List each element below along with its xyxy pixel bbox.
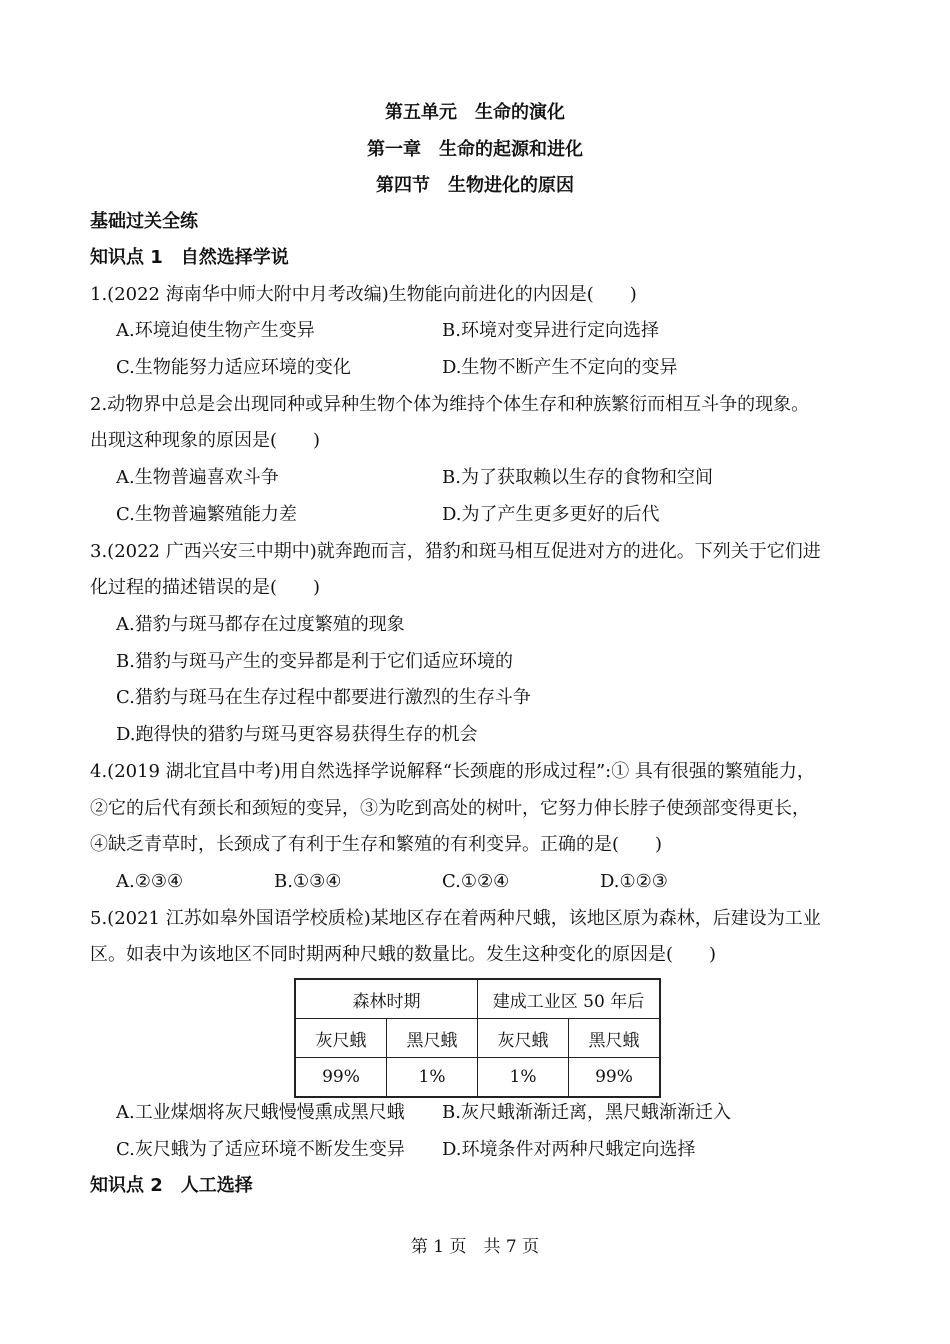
table-row: [295, 1058, 660, 1098]
question-2-option-b: B.为了获取赖以生存的食物和空间: [442, 467, 713, 488]
practice-heading: 基础过关全练: [90, 211, 198, 232]
question-1-option-b: B.环境对变异进行定向选择: [442, 320, 659, 341]
question-5-option-b: B.灰尺蛾渐渐迁离，黑尺蛾渐渐迁入: [442, 1102, 731, 1123]
question-5-option-c: C.灰尺蛾为了适应环境不断发生变异: [116, 1139, 405, 1160]
question-4-option-c: C.①②④: [442, 871, 510, 892]
question-2-option-d: D.为了产生更多更好的后代: [442, 504, 660, 525]
question-1-option-d: D.生物不断产生不定向的变异: [442, 357, 678, 378]
question-1-stem: 1.(2022 海南华中师大附中月考改编)生物能向前进化的内因是( ): [90, 284, 637, 305]
question-3-option-b: B.猎豹与斑马产生的变异都是利于它们适应环境的: [116, 651, 513, 672]
table-cell: 99%: [295, 1058, 387, 1098]
question-3-stem-line1: 3.(2022 广西兴安三中期中)就奔跑而言，猎豹和斑马相互促进对方的进化。下列关于它们进: [90, 541, 821, 562]
table-cell: 99%: [569, 1058, 661, 1098]
question-3-stem-line2: 化过程的描述错误的是( ): [90, 577, 321, 598]
question-3-option-c: C.猎豹与斑马在生存过程中都要进行激烈的生存斗争: [116, 687, 531, 708]
moth-ratio-table: [294, 978, 661, 1098]
table-cell: 1%: [387, 1058, 478, 1098]
table-cell: 黑尺蛾: [569, 1019, 661, 1058]
question-5-option-d: D.环境条件对两种尺蛾定向选择: [442, 1139, 696, 1160]
question-2-stem-line2: 出现这种现象的原因是( ): [90, 430, 321, 451]
table-row: [295, 1019, 660, 1058]
question-2-option-c: C.生物普遍繁殖能力差: [116, 504, 297, 525]
question-1-option-a: A.环境迫使生物产生变异: [116, 320, 315, 341]
question-4-option-a: A.②③④: [116, 871, 184, 892]
table-cell: 灰尺蛾: [478, 1019, 569, 1058]
question-5-option-a: A.工业煤烟将灰尺蛾慢慢熏成黑尺蛾: [116, 1102, 405, 1123]
question-2-stem-line1: 2.动物界中总是会出现同种或异种生物个体为维持个体生存和种族繁衍而相互斗争的现象。: [90, 394, 810, 415]
chapter-title: 第一章 生命的起源和进化: [367, 139, 583, 160]
page-footer: 第 1 页 共 7 页: [410, 1237, 540, 1257]
question-4-stem-line1: 4.(2019 湖北宜昌中考)用自然选择学说解释“长颈鹿的形成过程”:① 具有很强的繁殖能力，: [90, 761, 815, 782]
question-3-option-d: D.跑得快的猎豹与斑马更容易获得生存的机会: [116, 724, 478, 745]
question-4-option-d: D.①②③: [600, 871, 668, 892]
question-1-option-c: C.生物能努力适应环境的变化: [116, 357, 351, 378]
knowledge-point-1: 知识点 1 自然选择学说: [90, 247, 289, 268]
table-row: [295, 979, 660, 1019]
question-4-option-b: B.①③④: [274, 871, 342, 892]
question-3-option-a: A.猎豹与斑马都存在过度繁殖的现象: [116, 614, 405, 635]
knowledge-point-2: 知识点 2 人工选择: [90, 1175, 253, 1196]
unit-title: 第五单元 生命的演化: [385, 102, 565, 123]
table-cell: 黑尺蛾: [387, 1019, 478, 1058]
question-5-stem-line1: 5.(2021 江苏如皋外国语学校质检)某地区存在着两种尺蛾，该地区原为森林，后建设为工业: [90, 908, 821, 929]
table-cell: 灰尺蛾: [295, 1019, 387, 1058]
question-2-option-a: A.生物普遍喜欢斗争: [116, 467, 279, 488]
question-4-stem-line2: ②它的后代有颈长和颈短的变异，③为吃到高处的树叶，它努力伸长脖子使颈部变得更长，: [90, 798, 810, 819]
section-title: 第四节 生物进化的原因: [376, 175, 574, 196]
table-header-industrial-period: 建成工业区 50 年后: [478, 979, 661, 1019]
table-cell: 1%: [478, 1058, 569, 1098]
question-4-stem-line3: ④缺乏青草时，长颈成了有利于生存和繁殖的有利变异。正确的是( ): [90, 834, 663, 855]
question-5-stem-line2: 区。如表中为该地区不同时期两种尺蛾的数量比。发生这种变化的原因是( ): [90, 944, 717, 965]
table-header-forest-period: 森林时期: [295, 979, 478, 1019]
